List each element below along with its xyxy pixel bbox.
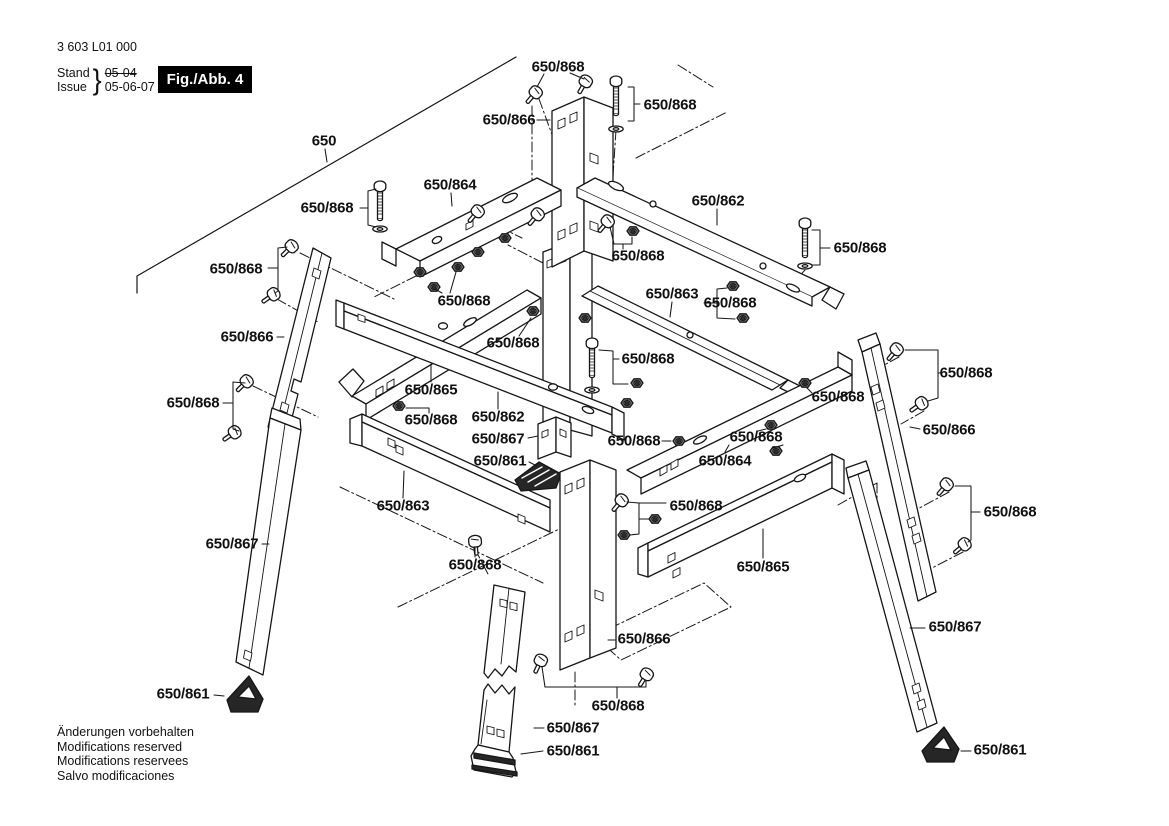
part-label: 650/867 — [471, 430, 525, 448]
part-label: 650/868 — [833, 239, 887, 257]
part-label: 650/867 — [205, 535, 259, 553]
part-label: 650/868 — [166, 394, 220, 412]
part-label: 650/863 — [376, 497, 430, 515]
part-label: 650/866 — [482, 111, 536, 129]
part-label: 650/868 — [591, 697, 645, 715]
part-number: 3 603 L01 000 — [57, 40, 137, 54]
footer-line: Salvo modificaciones — [57, 768, 175, 783]
part-label: 650/868 — [983, 503, 1037, 521]
part-label: 650/868 — [404, 411, 458, 429]
part-label: 650/868 — [669, 497, 723, 515]
part-label: 650/868 — [611, 247, 665, 265]
part-label: 650/863 — [645, 285, 699, 303]
old-issue-date: 05-04 — [104, 66, 137, 80]
part-label: 650/868 — [607, 432, 661, 450]
part-label: 650/864 — [698, 452, 752, 470]
footer-line: Modifications reservees — [57, 754, 189, 768]
part-label: 650/868 — [621, 350, 675, 368]
part-label: 650/867 — [928, 618, 982, 636]
part-label: 650/866 — [922, 421, 976, 439]
part-label: 650/868 — [811, 388, 865, 406]
part-label: 650/862 — [691, 192, 745, 210]
part-label: 650/868 — [486, 334, 540, 352]
footer-line: Modifications reserved — [57, 739, 183, 754]
part-label: 650/865 — [404, 381, 458, 399]
stand-label: Stand — [57, 66, 90, 80]
part-label: 650/868 — [437, 292, 491, 310]
part-label: 650/865 — [736, 558, 790, 576]
part-label: 650/868 — [703, 294, 757, 312]
figure-badge: Fig./Abb. 4 — [158, 66, 252, 93]
issue-block — [57, 65, 155, 96]
part-label: 650/868 — [531, 58, 585, 76]
part-label: 650/868 — [729, 428, 783, 446]
part-label: 650/861 — [973, 741, 1027, 759]
footer — [57, 725, 194, 783]
part-label: 650/861 — [546, 742, 600, 760]
part-label: 650/861 — [473, 452, 527, 470]
part-label: 650/868 — [300, 199, 354, 217]
part-label: 650/868 — [939, 364, 993, 382]
part-label: 650/862 — [471, 408, 525, 426]
part-label: 650/867 — [546, 719, 600, 737]
brace-glyph: } — [92, 64, 102, 96]
part-label: 650/866 — [617, 630, 671, 648]
header — [57, 40, 155, 96]
part-label: 650/861 — [156, 685, 210, 703]
issue-label: Issue — [57, 79, 87, 94]
part-label: 650/864 — [423, 176, 477, 194]
part-label: 650/868 — [209, 260, 263, 278]
part-label: 650/868 — [448, 556, 502, 574]
part-label: 650 — [311, 132, 337, 150]
part-label: 650/868 — [643, 96, 697, 114]
part-label: 650/866 — [220, 328, 274, 346]
footer-line: Änderungen vorbehalten — [57, 725, 194, 739]
issue-date: 05-06-07 — [104, 79, 155, 94]
